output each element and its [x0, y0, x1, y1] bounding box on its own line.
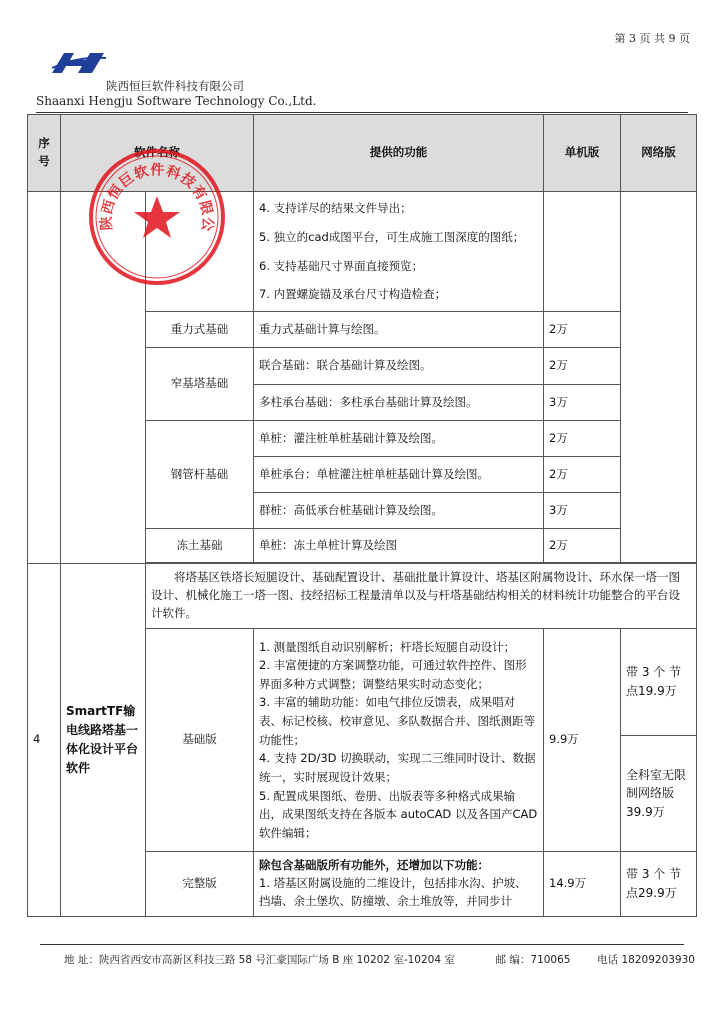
price-cell: 2万	[544, 312, 621, 348]
basic-standalone-price: 9.9万	[544, 629, 621, 852]
table-row	[28, 192, 697, 312]
header-software-name: 软件名称	[61, 115, 254, 192]
category-cell: 钢管杆基础	[146, 421, 254, 529]
page-number: 第 3 页 共 9 页	[614, 32, 690, 45]
feature-cell: 单桩：冻土单桩计算及绘图	[254, 529, 544, 563]
category-cell: 窄基塔基础	[146, 348, 254, 421]
price-cell: 2万	[544, 457, 621, 493]
price-cell: 3万	[544, 493, 621, 529]
table-header-row	[28, 115, 697, 192]
full-features	[254, 852, 544, 917]
footer-phone: 电话 18209203930	[597, 954, 695, 966]
feature-cell: 联合基础：联合基础计算及绘图。	[254, 348, 544, 385]
header-no: 序号	[28, 115, 61, 192]
item-number: 4	[28, 564, 61, 917]
list-item: 5. 独立的cad成图平台，可生成施工图深度的图纸；	[259, 229, 525, 244]
full-features-lead: 除包含基础版所有功能外，还增加以下功能：	[259, 858, 489, 873]
list-item: 4. 支持详尽的结果文件导出；	[259, 200, 412, 215]
footer-postcode: 邮 编：710065	[495, 954, 571, 966]
header-divider	[36, 112, 688, 113]
company-name-cn: 陕西恒巨软件科技有限公司	[106, 79, 244, 93]
footer	[64, 952, 695, 967]
header-features: 提供的功能	[254, 115, 544, 192]
software-name: SmartTF输电线路塔基一体化设计平台软件	[61, 564, 146, 917]
edition-basic: 基础版	[146, 629, 254, 852]
price-cell: 2万	[544, 529, 621, 563]
basic-network-price-b: 全科室无限制网络版39.9万	[621, 736, 697, 852]
price-cell: 3万	[544, 385, 621, 421]
price-cell: 2万	[544, 421, 621, 457]
continued-features	[254, 192, 544, 312]
list-item: 7. 内置螺旋锚及承台尺寸构造检查；	[259, 287, 447, 302]
price-cell: 2万	[544, 348, 621, 385]
header-standalone: 单机版	[544, 115, 621, 192]
feature-cell: 重力式基础计算与绘图。	[254, 312, 544, 348]
basic-features: 1. 测量图纸自动识别解析；杆塔长短腿自动设计； 2. 丰富便捷的方案调整功能，可通过软件控件、图形界面多种方式调整；调整结果实时动态变化； 3. 丰富的辅助功能：如电气排位反馈表，成果唱对表、标记校核、校审意见、多队数据合并、图纸测距等功能性； 4. 支持 2D/3D 切换联动，实现二三维同时设计、数据统一，实时展现设计效果； 5. 配置成果图纸、卷册、出版表等多种格式成果输出，成果图纸支持在各版本 autoCAD 以及各国产CAD 软件编辑；	[254, 629, 544, 852]
feature-cell: 群桩：高低承台桩基础计算及绘图。	[254, 493, 544, 529]
full-standalone-price: 14.9万	[544, 852, 621, 917]
header-network: 网络版	[621, 115, 697, 192]
table-row	[28, 564, 697, 629]
feature-cell: 多柱承台基础：多柱承台基础计算及绘图。	[254, 385, 544, 421]
feature-cell: 单桩承台：单桩灌注桩单桩基础计算及绘图。	[254, 457, 544, 493]
list-item: 6. 支持基础尺寸界面直接预览；	[259, 258, 424, 273]
basic-network-price-a: 带 3 个 节点19.9万	[621, 629, 697, 736]
company-logo	[50, 50, 108, 80]
software-intro: 将塔基区铁塔长短腿设计、基础配置设计、基础批量计算设计、塔基区附属物设计、环水保一塔一图设计、机械化施工一塔一图、技经招标工程量清单以及与杆塔基础结构相关的材料统计功能整合的平台设计软件。	[146, 564, 697, 629]
footer-divider	[40, 944, 684, 945]
company-name-en: Shaanxi Hengju Software Technology Co.,Ltd.	[36, 94, 317, 108]
svg-text:陕西恒巨软件科技有限公司: 陕西恒巨软件科技有限公	[98, 162, 216, 233]
full-network-price: 带 3 个 节点29.9万	[621, 852, 697, 917]
footer-address: 地 址：陕西省西安市高新区科技三路 58 号汇豪国际广场 B 座 10202 室-10204 室	[64, 954, 455, 966]
product-price-table	[27, 114, 697, 917]
feature-cell: 单桩：灌注桩单桩基础计算及绘图。	[254, 421, 544, 457]
full-features-text: 1. 塔基区附属设施的二维设计，包括排水沟、护坡、挡墙、余土堡坎、防撞墩、余土堆放等，并同步计	[259, 876, 527, 908]
edition-full: 完整版	[146, 852, 254, 917]
category-cell: 重力式基础	[146, 312, 254, 348]
category-cell: 冻土基础	[146, 529, 254, 563]
